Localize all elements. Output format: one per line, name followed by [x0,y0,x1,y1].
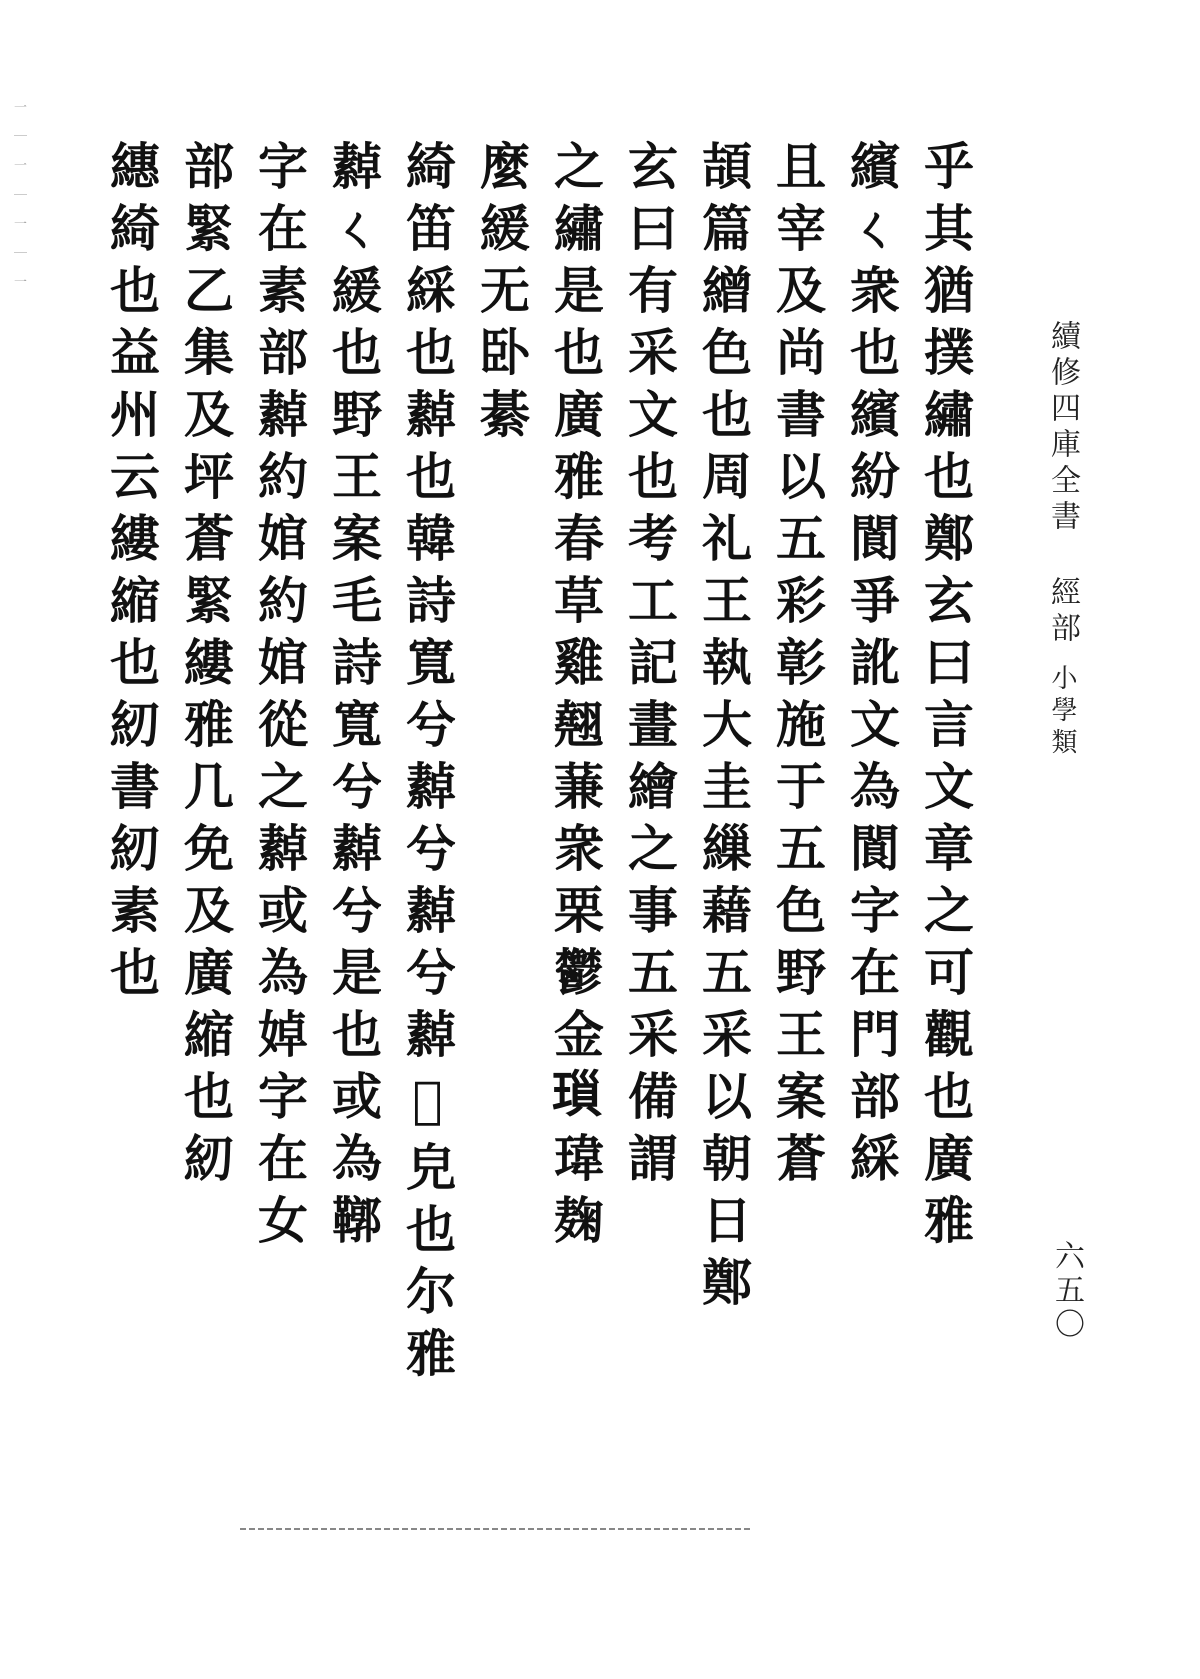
text-column: 頡篇繒色也周礼王執大圭繅藉五采以朝日鄭 [694,140,753,1318]
category-label: 小學類 [1047,664,1077,760]
text-column: 且宰及尚書以五彩彰施于五色野王案蒼 [768,140,827,1194]
main-text [102,140,980,1520]
bottom-divider [240,1528,750,1530]
section-label: 經部 [1045,576,1080,648]
text-column: 乎其猶撲繡也鄭玄曰言文章之可觀也廣雅 [916,140,975,1256]
text-column: 繽ㄑ衆也繽紛閬爭訛文為閬字在門部綵 [842,140,901,1194]
text-column: 字在素部繛約婠約婠從之繛或為婥字在女 [250,140,309,1256]
text-column: 繐綺也益州云縷縮也紉書紉素也 [102,140,161,1008]
page-header [1040,320,1084,760]
page-number: 六五〇 [1049,1240,1084,1342]
text-column: 綺笛綵也繛也韓詩寬兮繛兮繛兮繛𦁁皃也尔雅 [398,140,457,1389]
text-column: 繛ㄑ緩也野王案毛詩寬兮繛兮是也或為鞹 [324,140,383,1256]
text-column: 部緊乙集及坪蒼緊縷雅几免及廣縮也紉 [176,140,235,1194]
scan-edge-mark: 一 ｜ 一 ｜ 一 ｜ 一 [11,100,26,294]
book-title: 續修四庫全書 [1045,320,1080,536]
text-column: 之繡是也廣雅春草雞翹蒹衆栗鬱金𤨏瑋麹 [546,140,605,1256]
text-column: 麼緩无卧綦 [472,140,531,450]
text-column: 玄曰有采文也考工記畫繪之事五采備謂 [620,140,679,1194]
